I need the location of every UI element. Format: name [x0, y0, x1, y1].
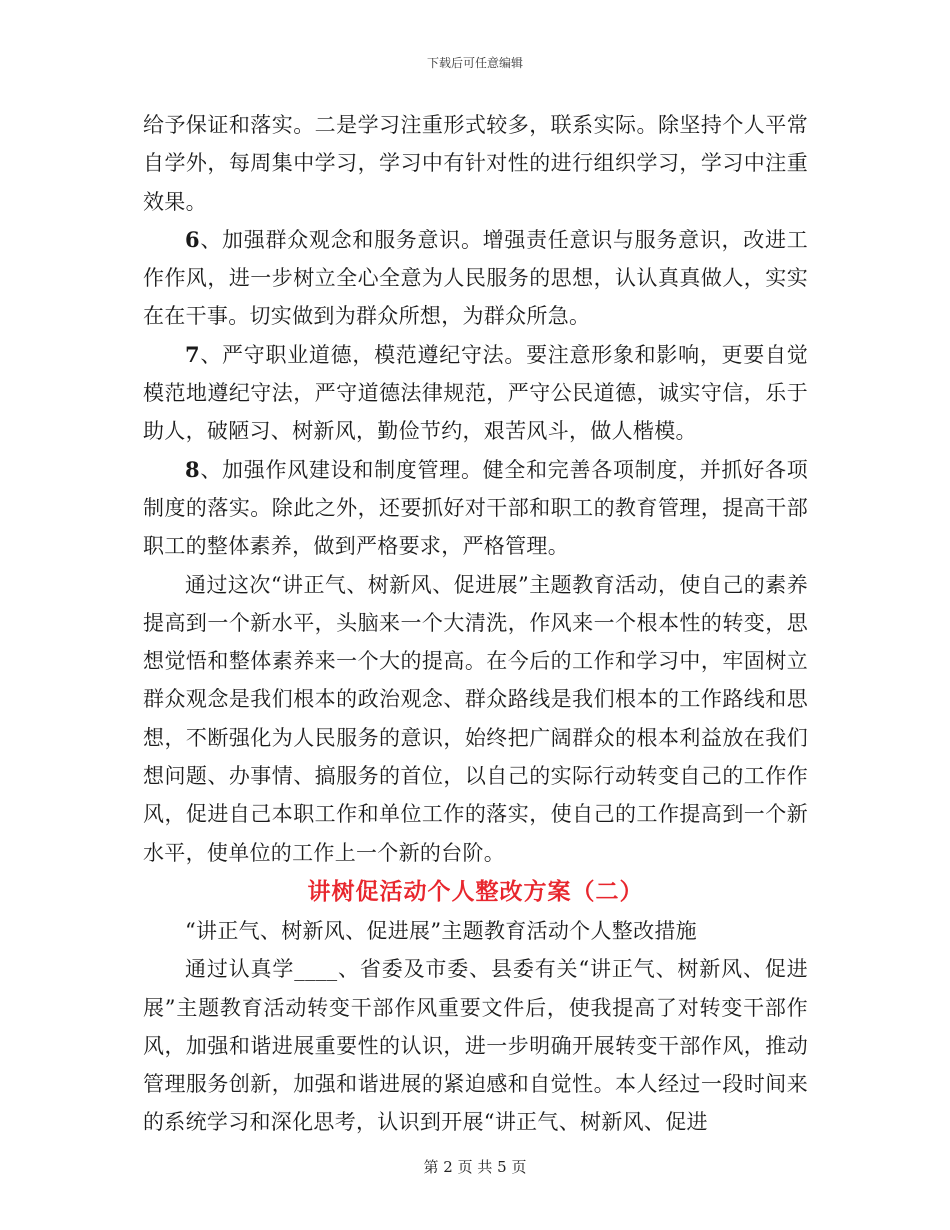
item-text: 、加强群众观念和服务意识。增强责任意识与服务意识，改进工作作风，进一步树立全心全意为人民服务的思想，认认真真做人，实实在在干事。切实做到为群众所想，为群众所急。 — [143, 227, 808, 329]
page-header: 下载后可任意编辑 — [426, 56, 523, 70]
section-subtitle: “讲正气、树新风、促进展”主题教育活动个人整改措施 — [185, 918, 697, 943]
page-number: 第 2 页 共 5 页 — [423, 1158, 527, 1176]
paragraph-section2-intro: 通过认真学____、省委及市委、县委有关“讲正气、树新风、促进展”主题教育活动转变干部作风重要文件后，使我提高了对转变干部作风，加强和谐进展重要性的认识，进一步明确开展转变干部作风，推动管理服务创新，加强和谐进展的紧迫感和自觉性。本人经过一段时间来的系统学习和深化思考，认识到开展“讲正气、树新风、促进 — [143, 957, 808, 1135]
item-number: 6 — [185, 226, 200, 252]
item-number: 7 — [185, 341, 200, 367]
item-text: 、严守职业道德，模范遵纪守法。要注意形象和影响，更要自觉模范地遵纪守法，严守道德法律规范，严守公民道德，诚实守信，乐于助人，破陋习、树新风，勤俭节约，艰苦风斗，做人楷模。 — [143, 342, 808, 444]
item-number: 8 — [185, 456, 200, 482]
section-title: 讲树促活动个人整改方案（二） — [307, 877, 644, 905]
paragraph-item-6 — [143, 221, 808, 336]
paragraph-summary: 通过这次“讲正气、树新风、促进展”主题教育活动，使自己的素养提高到一个新水平，头脑来一个大清洗，作风来一个根本性的转变，思想觉悟和整体素养来一个大的提高。在今后的工作和学习中，牢固树立群众观念是我们根本的政治观念、群众路线是我们根本的工作路线和思想，不断强化为人民服务的意识，始终把广阔群众的根本利益放在我们想问题、办事情、搞服务的首位，以自己的实际行动转变自己的工作作风，促进自己本职工作和单位工作的落实，使自己的工作提高到一个新水平，使单位的工作上一个新的台阶。 — [143, 572, 808, 865]
paragraph-item-7 — [143, 336, 808, 451]
paragraph-item-8 — [143, 451, 808, 566]
paragraph-continuation: 给予保证和落实。二是学习注重形式较多，联系实际。除坚持个人平常自学外，每周集中学习，学习中有针对性的进行组织学习，学习中注重效果。 — [143, 113, 808, 214]
document-body — [143, 106, 808, 1142]
item-text: 、加强作风建设和制度管理。健全和完善各项制度，并抓好各项制度的落实。除此之外，还要抓好对干部和职工的教育管理，提高干部职工的整体素养，做到严格要求，严格管理。 — [143, 457, 808, 559]
